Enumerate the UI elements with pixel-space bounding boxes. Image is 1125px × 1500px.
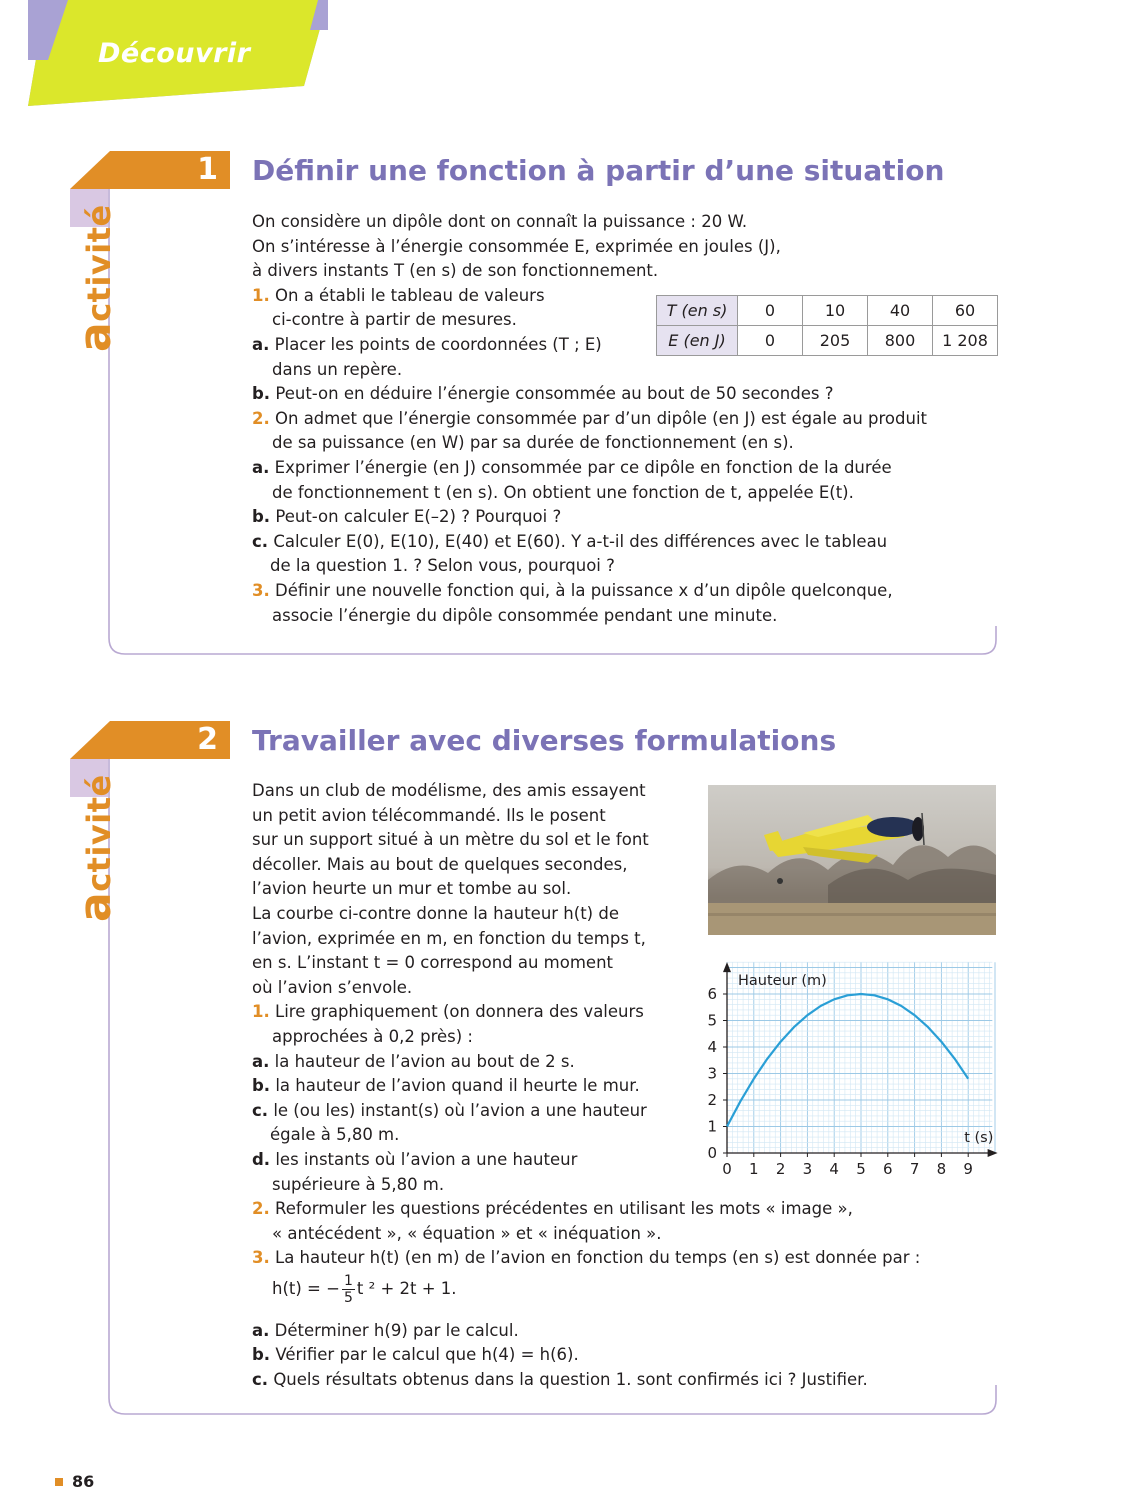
x-tick-label: 4 — [829, 1160, 839, 1178]
activity2-number: 2 — [197, 722, 218, 757]
x-tick-label: 1 — [749, 1160, 759, 1178]
x-tick-label: 3 — [802, 1160, 813, 1178]
y-tick-label: 3 — [707, 1064, 717, 1083]
formula: h(t) = − $\frac{1}{5}$ t ² + 2t + 1. — [272, 1272, 457, 1306]
activity1-body: On considère un dipôle dont on connaît la puissance : 20 W. On s’intéresse à l’énergie consommée E, exprimée en joules (J), à divers instants T (en s) de son fonctionnement. 1. On a établi le tableau de valeurs ci-contre à partir de mesures. a. Placer les points de coordonnées (T ; E) dans un repère. b. Peut-on en déduire l’énergie consommée au bout de 50 secondes ? 2. On admet que l’énergie consommée par d’un dipôle (en J) est égale au produit de sa puissance (en W) par sa durée de fonctionnement (en s). a. Exprimer l’énergie (en J) consommée par ce dipôle en fonction de la durée de fonctionnement t (en s). On obtient une fonction de t, appelée E(t). b. Peut-on calculer E(–2) ? Pourquoi ? c. Calculer E(0), E(10), E(40) et E(60). Y a-t-il des différences avec le tableau de la question 1. ? Selon vous, pourquoi ? 3. Définir une nouvelle fonction qui, à la puissance x d’un dipôle quelconque, associe l’énergie du dipôle consommée pendant une minute. — [252, 212, 927, 625]
table-cell: 40 — [868, 296, 933, 326]
intro-line: un petit avion télécommandé. Ils le posent — [252, 805, 606, 825]
activity1-title: Définir une fonction à partir d’une situation — [252, 154, 945, 187]
intro-line: La courbe ci-contre donne la hauteur h(t) de — [252, 903, 619, 923]
page-marker — [55, 1478, 63, 1486]
intro-line: l’avion, exprimée en m, en fonction du temps t, — [252, 928, 646, 948]
intro-line: à divers instants T (en s) de son fonctionnement. — [252, 261, 659, 281]
section-label: Découvrir — [98, 38, 251, 69]
y-tick-label: 6 — [707, 985, 717, 1003]
table-cell: 205 — [803, 326, 868, 356]
x-tick-label: 5 — [856, 1160, 866, 1178]
page-number: 86 — [72, 1472, 95, 1491]
activity2-body: Dans un club de modélisme, des amis essayent un petit avion télécommandé. Ils le posent sur un support situé à un mètre du sol et le font décoller. Mais au bout de quelques secondes, l’avion heurte un mur et tombe au sol. La courbe ci-contre donne la hauteur h(t) de l’avion, exprimée en m, en fonction du temps t, en s. L’instant t = 0 correspond au moment où l’avion s’envole. 1. Lire graphiquement (on donnera des valeurs approchées à 0,2 près) : a. la hauteur de l’avion au bout de 2 s. b. la hauteur de l’avion quand il heurte le mur. c. le (ou les) instant(s) où l’avion a une hauteur égale à 5,80 m. d. les instants où l’avion a une hauteur supérieure à 5,80 m. 2. Reformuler les questions précédentes en utilisant les mots « image », « antécédent », « équation » et « inéquation ». 3. La hauteur h(t) (en m) de l’avion en fonction du temps (en s) est donnée par : h(t) = − $\frac{1}{5}$ t ² + 2t + 1. a. Déterminer h(9) par le calcul. b. Vérifier par le calcul que h(4) = h(6). c. Quels résultats obtenus dans la question 1. sont confirmés ici ? Justifier. — [252, 781, 921, 1390]
table-cell: 800 — [868, 326, 933, 356]
height-chart — [700, 960, 1000, 1180]
x-axis-label: t (s) — [964, 1130, 994, 1146]
x-tick-label: 6 — [883, 1160, 893, 1178]
intro-line: en s. L’instant t = 0 correspond au moment — [252, 953, 614, 973]
activity1-vertical-label: activité — [70, 204, 121, 352]
y-tick-label: 0 — [707, 1144, 717, 1162]
table-cell: 10 — [803, 296, 868, 326]
y-axis-label: Hauteur (m) — [738, 973, 827, 989]
x-tick-label: 7 — [909, 1160, 920, 1178]
y-tick-label: 2 — [707, 1091, 717, 1109]
table-cell: 1 208 — [933, 326, 998, 356]
activity1-number: 1 — [197, 152, 218, 187]
intro-line: On s’intéresse à l’énergie consommée E, exprimée en joules (J), — [252, 236, 781, 256]
y-tick-label: 1 — [707, 1117, 717, 1136]
activity2-vertical-label: activité — [70, 774, 121, 922]
intro-line: On considère un dipôle dont on connaît la puissance : 20 W. — [252, 212, 748, 231]
table-cell: 60 — [933, 296, 998, 326]
intro-line: décoller. Mais au bout de quelques secondes, — [252, 854, 628, 874]
intro-line: sur un support situé à un mètre du sol et le font — [252, 830, 649, 850]
values-table — [656, 295, 998, 356]
y-tick-label: 4 — [707, 1038, 717, 1056]
table-row — [657, 296, 998, 326]
y-tick-label: 5 — [707, 1011, 717, 1030]
intro-line: l’avion heurte un mur et tombe au sol. — [252, 879, 572, 899]
activity2-title: Travailler avec diverses formulations — [252, 724, 837, 757]
table-header-cell: E (en J) — [657, 326, 738, 356]
table-cell: 0 — [738, 326, 803, 356]
x-axis-arrow — [988, 1149, 998, 1157]
table-cell: 0 — [738, 296, 803, 326]
table-row — [657, 326, 998, 356]
x-tick-label: 0 — [722, 1160, 732, 1178]
x-tick-label: 8 — [936, 1160, 947, 1178]
x-tick-label: 2 — [775, 1160, 786, 1178]
x-tick-label: 9 — [963, 1160, 973, 1178]
airplane-photo — [708, 785, 996, 935]
curve-h — [727, 994, 968, 1127]
table-header-cell: T (en s) — [657, 296, 738, 326]
intro-line: où l’avion s’envole. — [252, 977, 413, 997]
intro-line: Dans un club de modélisme, des amis essayent — [252, 781, 646, 800]
